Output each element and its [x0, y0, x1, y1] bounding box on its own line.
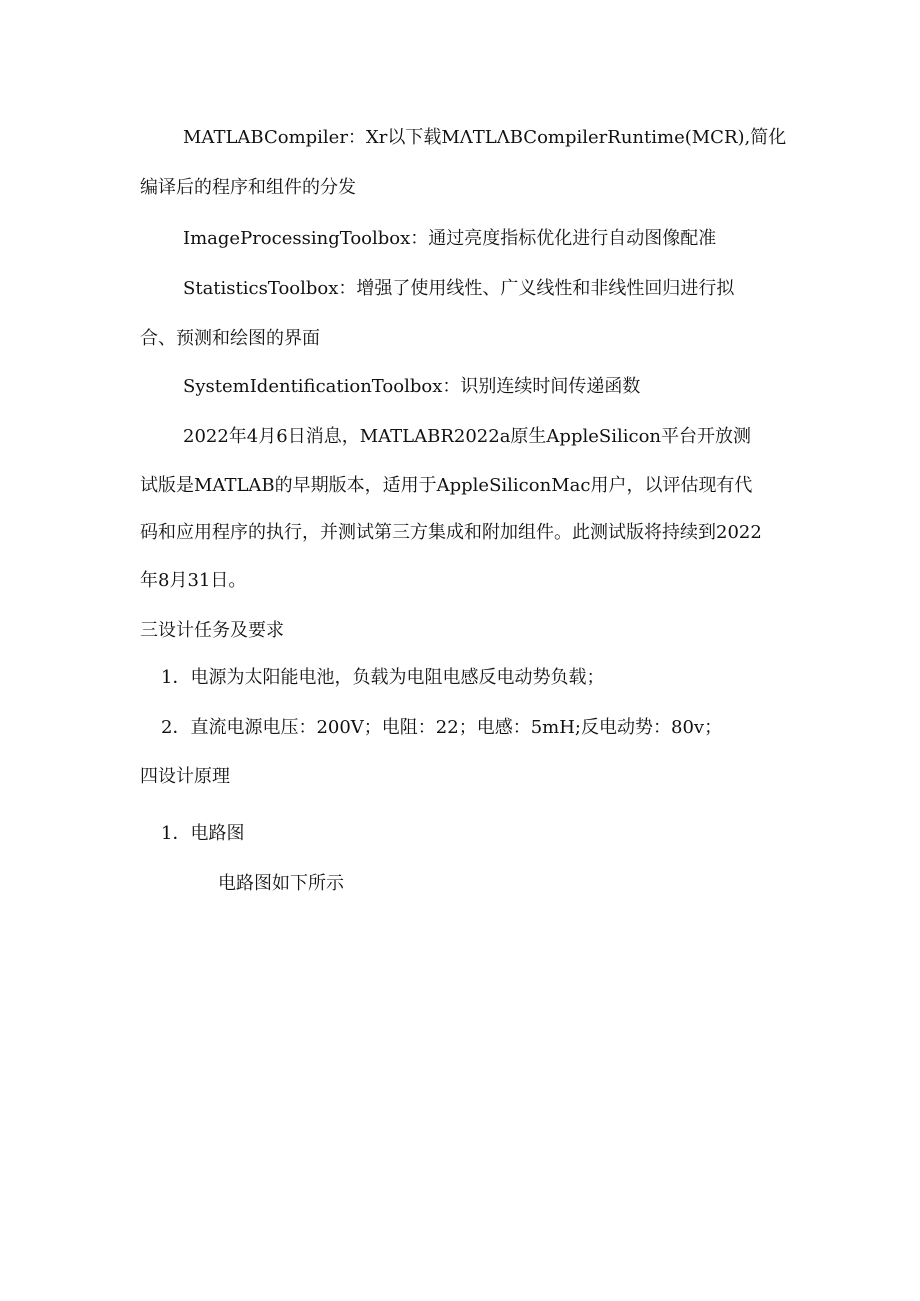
paragraph-line-3: ImageProcessingToolbox：通过亮度指标优化进行自动图像配准	[183, 228, 717, 249]
paragraph-line-10: 年8月31日。	[140, 570, 247, 591]
list-item-1: 1．电源为太阳能电池，负载为电阻电感反电动势负载；	[161, 667, 605, 688]
list-item-2: 2．直流电源电压：200V；电阻：22；电感：5mH;反电动势：80v；	[161, 717, 723, 738]
paragraph-line-8: 试版是MATLAB的早期版本，适用于AppleSiliconMac用户，以评估现有代	[140, 475, 753, 496]
paragraph-line-2: 编译后的程序和组件的分发	[140, 177, 356, 198]
paragraph-line-9: 码和应用程序的执行，并测试第三方集成和附加组件。此测试版将持续到2022	[140, 522, 762, 543]
paragraph-line-7: 2022年4月6日消息，MATLABR2022a原生AppleSilicon平台开放测	[183, 426, 752, 447]
paragraph-line-5: 合、预测和绘图的界面	[140, 328, 320, 349]
circuit-intro-line: 电路图如下所示	[218, 873, 344, 894]
paragraph-line-6: SystemIdentificationToolbox：识别连续时间传递函数	[183, 376, 641, 397]
paragraph-line-1: MATLABCompiler：Xr以下载MΛTLΛBCompilerRuntime(MCR),简化	[183, 127, 787, 148]
section-heading-4: 四设计原理	[140, 766, 230, 787]
paragraph-line-4: StatisticsToolbox：增强了使用线性、广义线性和非线性回归进行拟	[183, 278, 735, 299]
subheading-circuit: 1．电路图	[161, 823, 245, 844]
section-heading-3: 三设计任务及要求	[140, 620, 284, 641]
